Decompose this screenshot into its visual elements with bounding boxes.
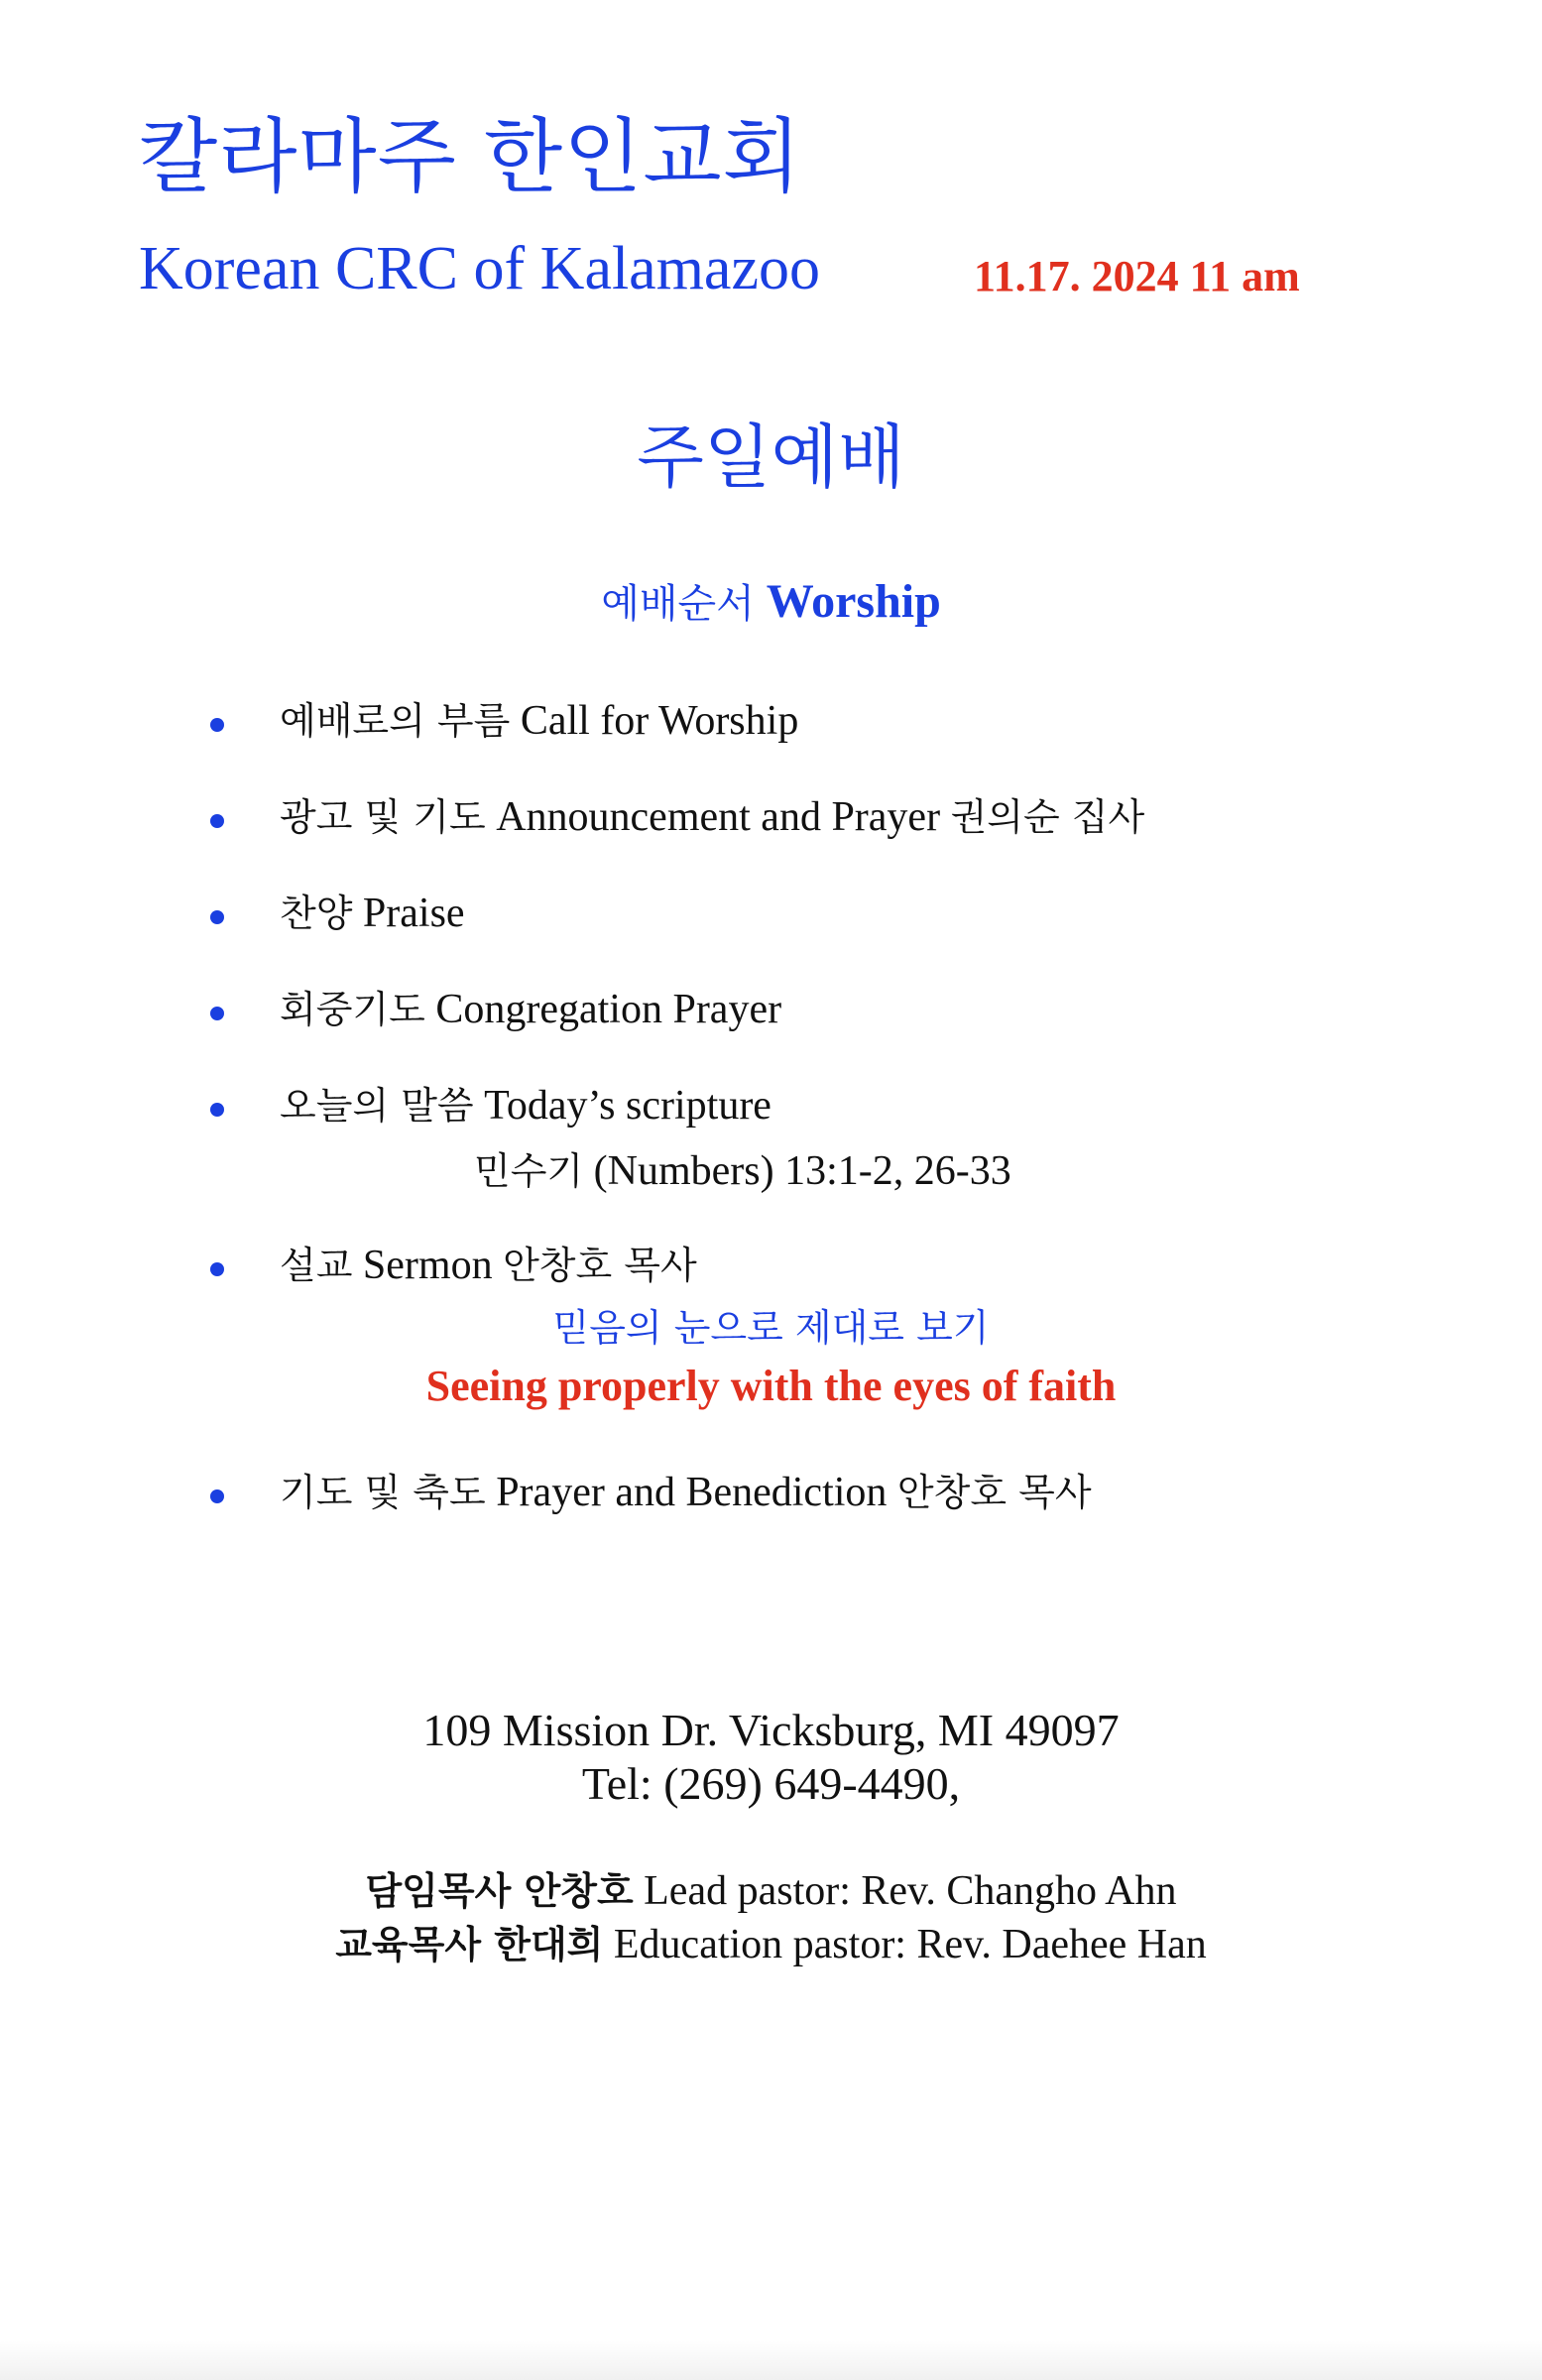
education-pastor-korean: 교육목사 한대희 — [335, 1923, 604, 1966]
item-english: Sermon — [362, 1243, 493, 1288]
education-pastor-english: Education pastor: Rev. Daehee Han — [613, 1922, 1207, 1967]
item-english: Praise — [362, 891, 465, 936]
service-title: 주일예배 — [637, 416, 905, 498]
order-title-english: Worship — [766, 575, 941, 628]
bullet-icon — [210, 814, 224, 828]
item-korean: 기도 및 축도 — [280, 1471, 486, 1514]
bullet-icon — [210, 910, 224, 924]
church-phone: Tel: (269) 649-4490, — [581, 1758, 961, 1809]
order-title-korean: 예배순서 — [601, 581, 755, 627]
item-english: Announcement and Prayer — [496, 794, 941, 840]
sermon-title-english: Seeing properly with the eyes of faith — [425, 1362, 1117, 1410]
church-name-korean: 칼라마주 한인교회 — [139, 110, 802, 204]
item-korean: 광고 및 기도 — [280, 795, 486, 839]
item-english: Call for Worship — [520, 698, 799, 744]
item-korean: 오늘의 말씀 — [280, 1084, 474, 1128]
item-korean: 회중기도 — [280, 988, 425, 1031]
church-address: 109 Mission Dr. Vicksburg, MI 49097 — [422, 1705, 1120, 1755]
sermon-title-korean: 믿음의 눈으로 제대로 보기 — [552, 1306, 990, 1350]
bullet-icon — [210, 1007, 224, 1020]
item-english: Congregation Prayer — [435, 987, 782, 1032]
service-date: 11.17. 2024 11 am — [974, 252, 1300, 300]
lead-pastor-korean: 담임목사 안창호 — [365, 1869, 634, 1913]
item-leader: 권의순 집사 — [950, 795, 1145, 839]
order-of-worship-heading — [0, 575, 1542, 628]
lead-pastor-english: Lead pastor: Rev. Changho Ahn — [644, 1868, 1177, 1914]
bullet-icon — [210, 1262, 224, 1276]
scripture-english: (Numbers) 13:1-2, 26-33 — [593, 1148, 1011, 1194]
church-name-english: Korean CRC of Kalamazoo — [139, 235, 820, 302]
item-leader: 안창호 목사 — [503, 1244, 697, 1287]
education-pastor — [0, 1924, 1542, 1965]
lead-pastor — [0, 1870, 1542, 1912]
bullet-icon — [210, 1103, 224, 1117]
scripture-korean: 민수기 — [474, 1149, 584, 1193]
item-english: Today’s scripture — [484, 1083, 771, 1129]
item-english: Prayer and Benediction — [496, 1470, 888, 1515]
item-korean: 설교 — [280, 1244, 353, 1287]
bullet-icon — [210, 1489, 224, 1503]
page-edge-shadow — [0, 2340, 1542, 2380]
item-korean: 찬양 — [280, 892, 353, 935]
bullet-icon — [210, 718, 224, 732]
item-korean: 예배로의 부름 — [280, 699, 511, 743]
scripture-reference — [474, 1150, 1011, 1192]
item-leader: 안창호 목사 — [896, 1471, 1092, 1514]
